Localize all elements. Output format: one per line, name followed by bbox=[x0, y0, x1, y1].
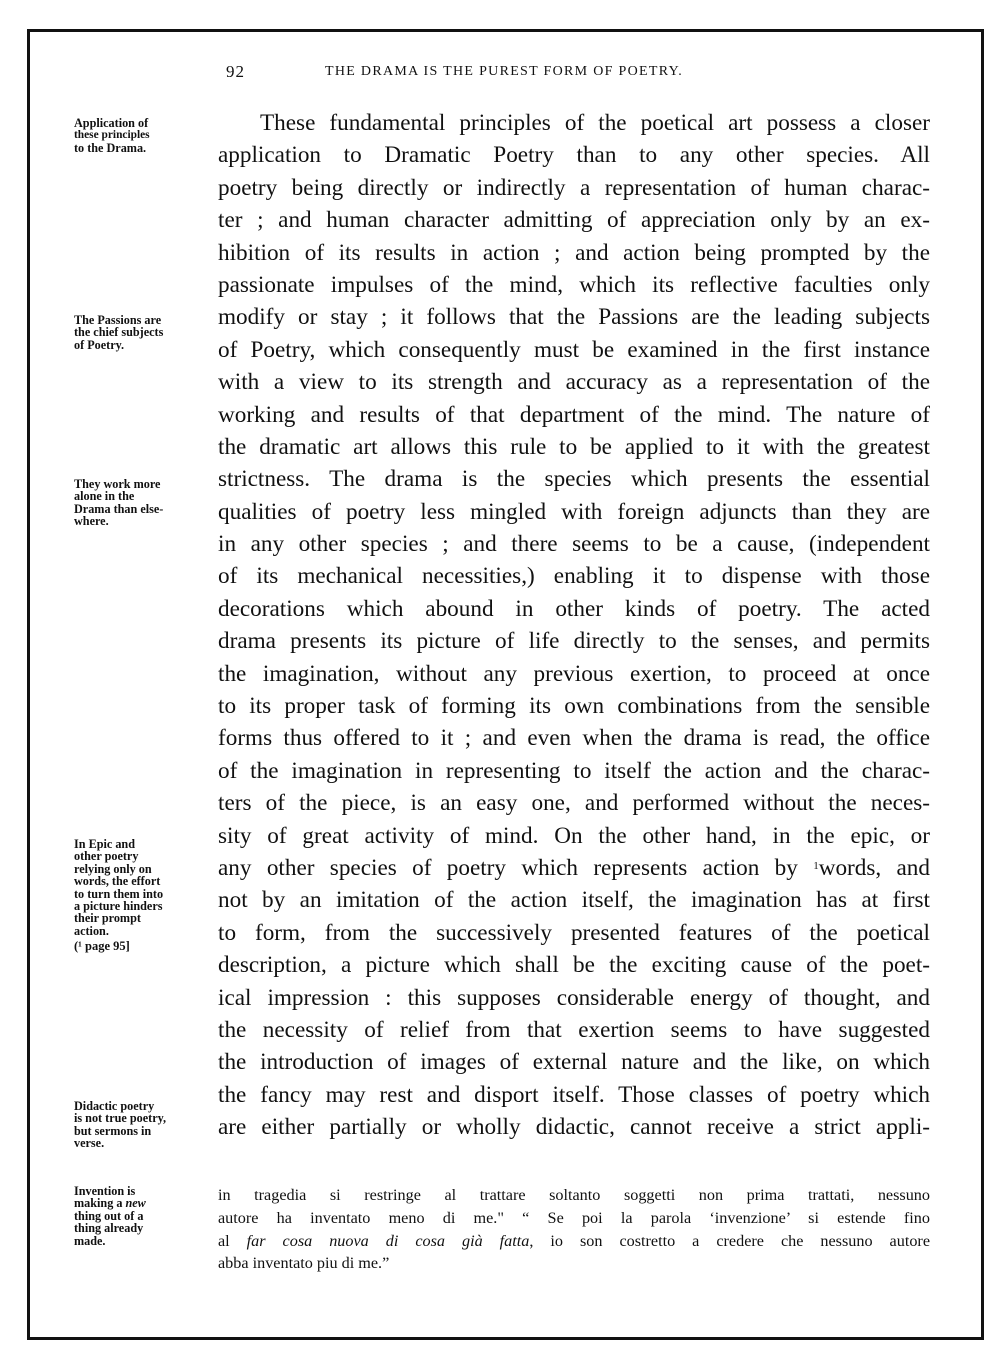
sidenote-line: verse. bbox=[74, 1136, 105, 1151]
sidenote-passions bbox=[74, 314, 214, 351]
sidenote-line: to the Drama. bbox=[74, 140, 147, 155]
body-line: of Poetry, which consequently must be examined in the first instance bbox=[218, 336, 930, 363]
body-line: ical impression : this supposes considerable energy of thought, and bbox=[218, 984, 930, 1011]
body-line: of the imagination in representing to itself the action and the charac- bbox=[218, 757, 930, 784]
body-line: ters of the piece, is an easy one, and performed without the neces- bbox=[218, 790, 930, 817]
sidenote-line: to turn them into bbox=[74, 886, 164, 901]
body-line: These fundamental principles of the poetical art possess a closer bbox=[260, 110, 930, 136]
body-line: in any other species ; and there seems to be a cause, (independent bbox=[218, 531, 930, 558]
footnote bbox=[218, 1184, 930, 1275]
footnote-line bbox=[218, 1230, 930, 1253]
sidenote-line: Didactic poetry bbox=[74, 1099, 155, 1113]
body-line: passionate impulses of the mind, which its reflective faculties only bbox=[218, 271, 930, 298]
body-line: the dramatic art allows this rule to be applied to it with the greatest bbox=[218, 433, 930, 460]
body-line: the imagination, without any previous exertion, to proceed at once bbox=[218, 660, 930, 687]
sidenote-line: other poetry bbox=[74, 849, 139, 864]
body-line: ter ; and human character admitting of appreciation only by an ex- bbox=[218, 207, 930, 234]
running-head bbox=[0, 62, 1000, 86]
sidenote-line: the chief subjects bbox=[74, 325, 164, 340]
footnote-italic-quote: far cosa nuova di cosa già fatta bbox=[246, 1231, 530, 1250]
body-line-with-footnote-ref bbox=[218, 852, 930, 884]
body-paragraph bbox=[218, 107, 930, 1144]
sidenote-line: alone in the bbox=[74, 489, 135, 504]
body-line: sity of great activity of mind. On the other hand, in the epic, or bbox=[218, 822, 930, 849]
body-line: to its proper task of forming its own combinations from the sensible bbox=[218, 693, 930, 720]
body-line: with a view to its strength and accuracy as a representation of the bbox=[218, 369, 930, 396]
sidenote-line: made. bbox=[74, 1233, 106, 1248]
running-title: THE DRAMA IS THE PUREST FORM OF POETRY. bbox=[325, 64, 683, 79]
sidenote-line: of Poetry. bbox=[74, 337, 125, 352]
footnote-marker[interactable]: 1 bbox=[813, 859, 819, 872]
body-line: the introduction of images of external nature and the like, on which bbox=[218, 1049, 930, 1076]
body-line: drama presents its picture of life directly to the senses, and permits bbox=[218, 628, 930, 655]
footnote-text: al bbox=[218, 1231, 247, 1250]
sidenote-work-alone bbox=[74, 478, 214, 528]
sidenote-line: a picture hinders bbox=[74, 899, 163, 914]
sidenote-line: relying only on bbox=[74, 861, 152, 876]
page-number: 92 bbox=[226, 62, 245, 81]
body-line: decorations which abound in other kinds of poetry. The acted bbox=[218, 595, 930, 622]
body-line: the fancy may rest and disport itself. Those classes of poetry which bbox=[218, 1081, 930, 1108]
body-line: of its mechanical necessities,) enabling it to dispense with those bbox=[218, 563, 930, 590]
footnote-text: , io son costretto a credere che nessuno autore bbox=[529, 1231, 930, 1250]
sidenote-line: their prompt bbox=[74, 911, 141, 926]
sidenote-invention bbox=[74, 1185, 214, 1247]
body-line: not by an imitation of the action itself, the imagination has at first bbox=[218, 887, 930, 914]
body-text-run: words, and bbox=[818, 854, 930, 881]
sidenote-text: making a bbox=[74, 1196, 126, 1211]
body-line: qualities of poetry less mingled with foreign adjuncts than they are bbox=[218, 498, 930, 525]
sidenote-line bbox=[74, 1197, 214, 1209]
body-line: modify or stay ; it follows that the Passions are the leading subjects bbox=[218, 304, 930, 331]
sidenote-line: thing out of a bbox=[74, 1208, 144, 1223]
sidenote-line: action. bbox=[74, 923, 109, 938]
footnote-line: autore ha inventato meno di me." “ Se poi la parola ‘invenzione’ si estende fino bbox=[218, 1208, 930, 1227]
sidenote-line: Invention is bbox=[74, 1184, 136, 1198]
body-line: the necessity of relief from that exertion seems to have suggested bbox=[218, 1016, 930, 1043]
sidenote-line: thing already bbox=[74, 1221, 144, 1236]
sidenote-line: They work more bbox=[74, 477, 161, 491]
body-line: forms thus offered to it ; and even when the drama is read, the office bbox=[218, 725, 930, 752]
page-reference: (¹ page 95] bbox=[74, 939, 130, 954]
sidenote-italic: new bbox=[125, 1196, 146, 1211]
sidenote-line: is not true poetry, bbox=[74, 1111, 167, 1126]
body-line: to form, from the successively presented features of the poetical bbox=[218, 919, 930, 946]
body-line: application to Dramatic Poetry than to any other species. All bbox=[218, 142, 930, 169]
footnote-line: in tragedia si restringe al trattare soltanto soggetti non prima trattati, nessuno bbox=[218, 1186, 930, 1204]
sidenote-application bbox=[74, 117, 214, 154]
body-line: are either partially or wholly didactic, cannot receive a strict appli- bbox=[218, 1114, 930, 1141]
body-line: working and results of that department of the mind. The nature of bbox=[218, 401, 930, 428]
sidenote-line: The Passions are bbox=[74, 313, 162, 327]
sidenote-line: Drama than else- bbox=[74, 501, 164, 516]
body-line: poetry being directly or indirectly a representation of human charac- bbox=[218, 174, 930, 201]
body-line: description, a picture which shall be the exciting cause of the poet- bbox=[218, 952, 930, 979]
sidenote-line: these principles bbox=[74, 129, 150, 142]
sidenote-line: but sermons in bbox=[74, 1123, 152, 1138]
body-text-run: any other species of poetry which represents action by bbox=[218, 854, 814, 881]
body-line: hibition of its results in action ; and action being prompted by the bbox=[218, 239, 930, 266]
sidenote-line: where. bbox=[74, 514, 109, 529]
footnote-line: abba inventato piu di me.” bbox=[218, 1254, 390, 1273]
sidenote-epic bbox=[74, 838, 214, 953]
body-line: strictness. The drama is the species which presents the essential bbox=[218, 466, 930, 493]
sidenote-line: Application of bbox=[74, 116, 149, 130]
sidenote-line: In Epic and bbox=[74, 837, 135, 851]
sidenote-line: words, the effort bbox=[74, 874, 161, 889]
sidenote-didactic bbox=[74, 1100, 214, 1150]
